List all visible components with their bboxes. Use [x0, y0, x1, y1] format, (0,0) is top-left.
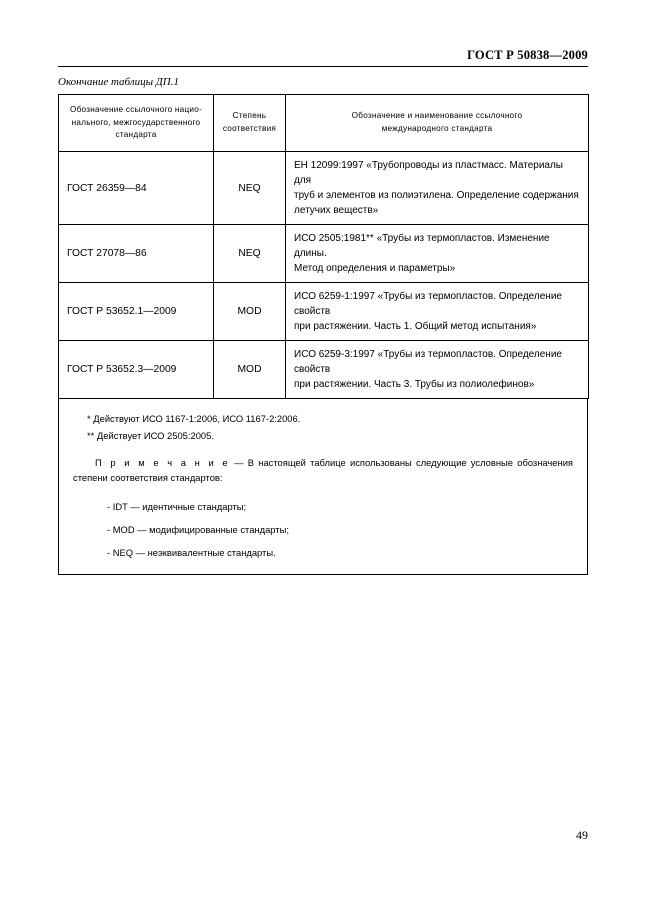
note-text: — В настоящей таблице использованы следующие условные обозначения степени соответствия стандартов:	[73, 457, 574, 484]
note-paragraph	[73, 455, 573, 485]
cell-degree: NEQ	[214, 225, 286, 283]
table-header-row	[59, 95, 589, 152]
column-header-national-standard	[59, 95, 214, 152]
cell-national-standard: ГОСТ Р 53652.3—2009	[59, 341, 214, 399]
cell-degree: MOD	[214, 283, 286, 341]
cell-international-line2: труб и элементов из полиэтилена. Определение содержания	[294, 190, 579, 202]
reference-standards-table	[58, 94, 589, 399]
footnote-2: ** Действует ИСО 2505:2005.	[87, 430, 214, 442]
cell-international-standard	[286, 152, 589, 225]
cell-international-line1: ИСО 6259-1:1997 «Трубы из термопластов. Определение свойств	[294, 291, 562, 318]
cell-international-line1: ИСО 6259-3:1997 «Трубы из термопластов. Определение свойств	[294, 349, 562, 376]
table-row	[59, 283, 589, 341]
column-header-national-standard-line1: Обозначение ссылочного нацио-	[69, 105, 203, 114]
cell-degree: NEQ	[214, 152, 286, 225]
table-row	[59, 341, 589, 399]
header-divider	[58, 66, 588, 67]
note-item: - NEQ — неэквивалентные стандарты.	[107, 547, 276, 559]
cell-national-standard: ГОСТ Р 53652.1—2009	[59, 283, 214, 341]
table-notes	[58, 399, 588, 575]
cell-international-line1: ЕН 12099:1997 «Трубопроводы из пластмасс. Материалы для	[294, 160, 563, 187]
table-caption: Окончание таблицы ДП.1	[58, 76, 179, 88]
cell-international-standard	[286, 341, 589, 399]
column-header-national-standard-line2: нального, межгосударственного	[71, 117, 201, 127]
column-header-degree-line2: соответствия	[222, 124, 277, 134]
cell-international-standard	[286, 225, 589, 283]
column-header-national-standard-line3: стандарта	[115, 130, 157, 140]
column-header-degree	[214, 95, 286, 152]
cell-international-standard	[286, 283, 589, 341]
footnote-1: * Действуют ИСО 1167-1:2006, ИСО 1167-2:2006.	[87, 413, 301, 424]
page-number: 49	[576, 828, 588, 842]
note-item: - MOD — модифицированные стандарты;	[107, 524, 289, 536]
page-header-standard-id: ГОСТ Р 50838—2009	[467, 48, 588, 62]
cell-international-line1: ИСО 2505:1981** «Трубы из термопластов. Изменение длины.	[294, 233, 550, 260]
note-item: - IDT — идентичные стандарты;	[107, 501, 247, 513]
cell-degree: MOD	[214, 341, 286, 399]
cell-international-line3: летучих веществ»	[294, 205, 379, 217]
column-header-international-standard-line1: Обозначение и наименование ссылочного	[351, 111, 523, 121]
cell-international-line2: Метод определения и параметры»	[294, 263, 456, 275]
table-row	[59, 152, 589, 225]
note-label: П р и м е ч а н и е	[95, 457, 230, 469]
column-header-degree-line1: Степень	[232, 111, 267, 121]
cell-international-line2: при растяжении. Часть 3. Трубы из полиолефинов»	[294, 379, 535, 391]
cell-national-standard: ГОСТ 27078—86	[59, 225, 214, 283]
table-row	[59, 225, 589, 283]
cell-international-line2: при растяжении. Часть 1. Общий метод испытания»	[294, 321, 537, 333]
cell-national-standard: ГОСТ 26359—84	[59, 152, 214, 225]
column-header-international-standard	[286, 95, 589, 152]
column-header-international-standard-line2: международного стандарта	[381, 124, 493, 134]
